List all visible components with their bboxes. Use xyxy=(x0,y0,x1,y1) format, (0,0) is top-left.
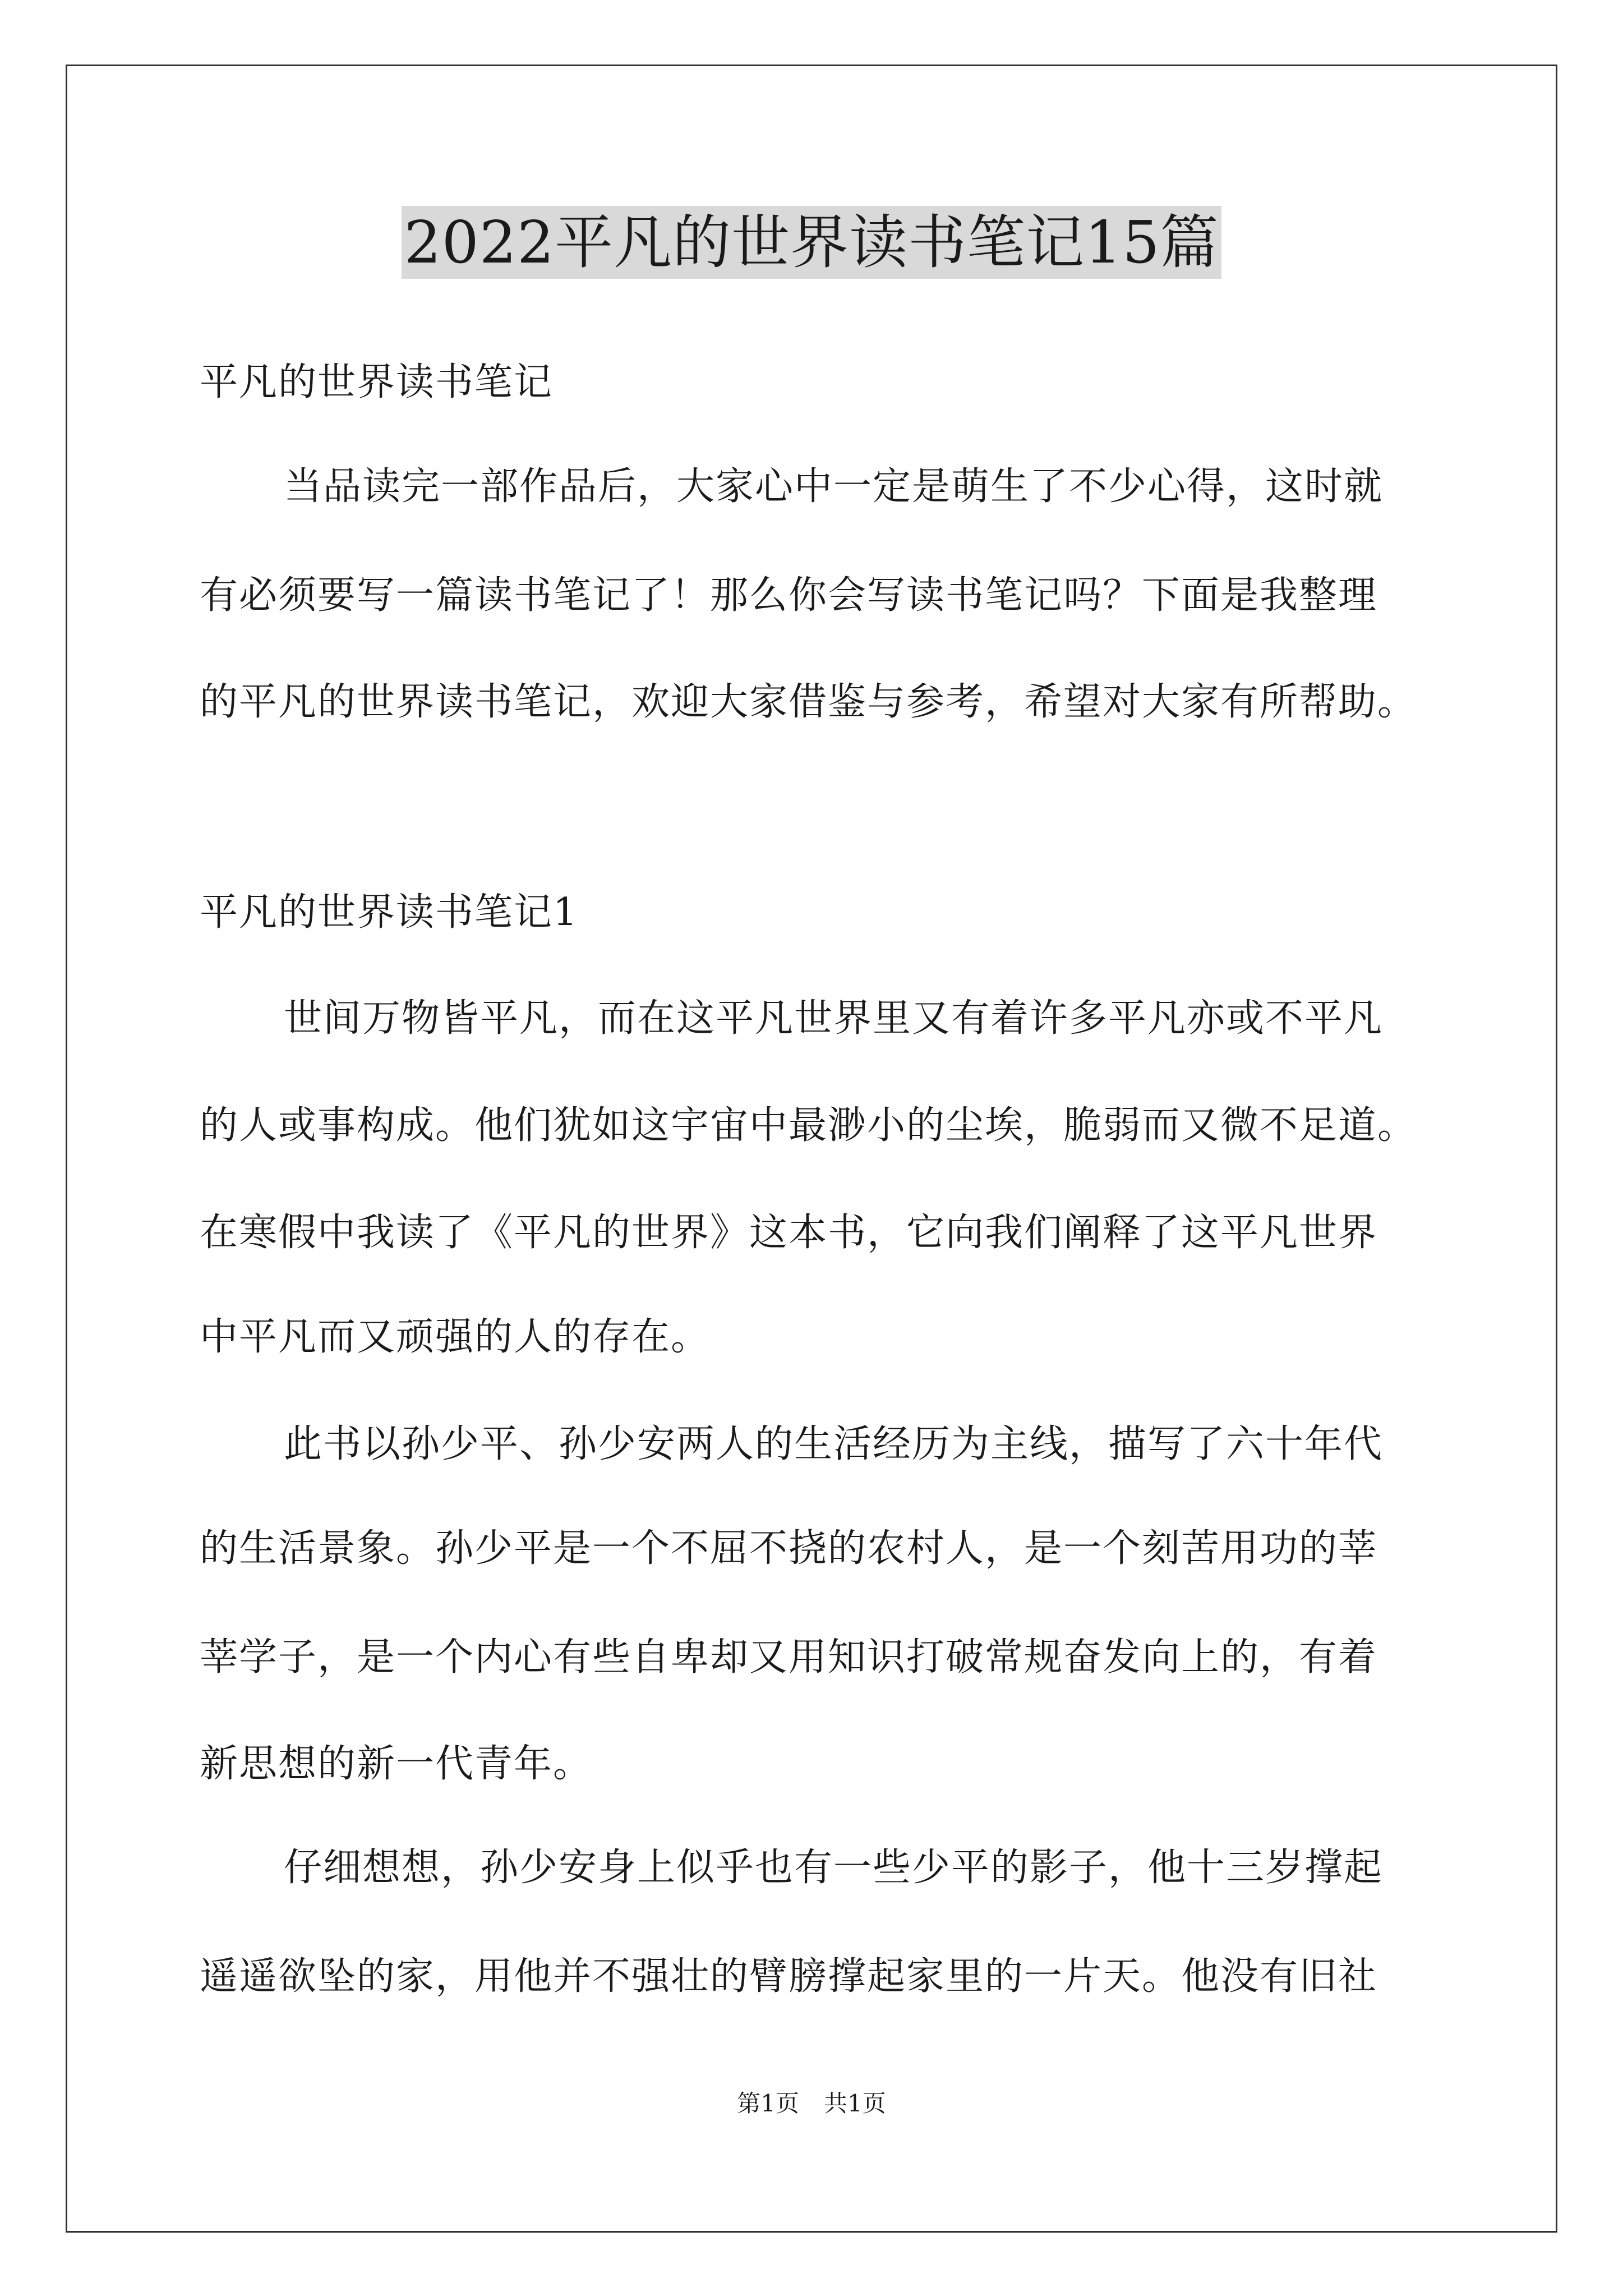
document-title: 2022平凡的世界读书笔记15篇 xyxy=(402,206,1221,279)
paragraph-line: 世间万物皆平凡，而在这平凡世界里又有着许多平凡亦或不平凡 xyxy=(284,996,1384,1041)
paragraph-line: 新思想的新一代青年。 xyxy=(200,1742,593,1786)
title-container xyxy=(0,206,1623,279)
section-heading: 平凡的世界读书笔记 xyxy=(200,360,554,404)
paragraph-line: 此书以孙少平、孙少安两人的生活经历为主线，描写了六十年代 xyxy=(284,1422,1384,1466)
paragraph-line: 在寒假中我读了《平凡的世界》这本书，它向我们阐释了这平凡世界 xyxy=(200,1211,1378,1255)
paragraph-line: 莘学子，是一个内心有些自卑却又用知识打破常规奋发向上的，有着 xyxy=(200,1635,1378,1680)
paragraph-line: 有必须要写一篇读书笔记了！那么你会写读书笔记吗？下面是我整理 xyxy=(200,573,1378,618)
paragraph-line: 的生活景象。孙少平是一个不屈不挠的农村人，是一个刻苦用功的莘 xyxy=(200,1526,1378,1571)
paragraph-line: 的人或事构成。他们犹如这宇宙中最渺小的尘埃，脆弱而又微不足道。 xyxy=(200,1103,1417,1148)
section-heading: 平凡的世界读书笔记1 xyxy=(200,890,579,935)
paragraph-line: 当品读完一部作品后，大家心中一定是萌生了不少心得，这时就 xyxy=(284,464,1384,509)
page-footer xyxy=(0,2090,1623,2118)
paragraph-line: 中平凡而又顽强的人的存在。 xyxy=(200,1315,711,1359)
paragraph-line: 的平凡的世界读书笔记，欢迎大家借鉴与参考，希望对大家有所帮助。 xyxy=(200,680,1417,724)
paragraph-line: 遥遥欲坠的家，用他并不强壮的臂膀撑起家里的一片天。他没有旧社 xyxy=(200,1954,1378,1999)
page-number-total: 共1页 xyxy=(824,2090,886,2117)
paragraph-line: 仔细想想，孙少安身上似乎也有一些少平的影子，他十三岁撑起 xyxy=(284,1846,1384,1890)
page-number-current: 第1页 xyxy=(737,2090,799,2117)
